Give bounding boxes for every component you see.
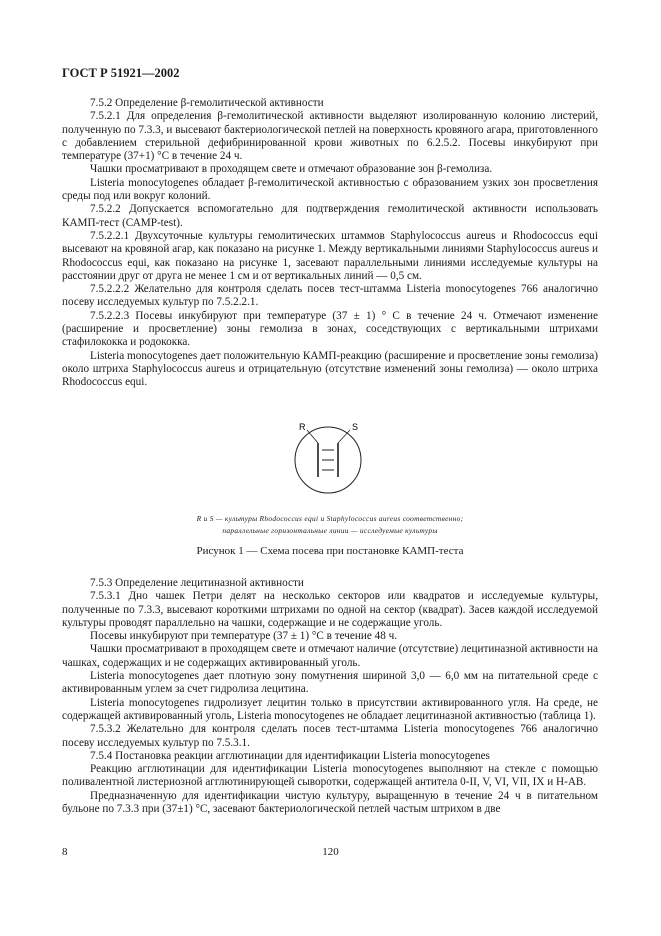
paragraph: Посевы инкубируют при температуре (37 ± 1) °С в течение 48 ч. (90, 630, 398, 643)
paragraph: 7.5.2.2.3 Посевы инкубируют при температуре (37 ± 1) ° С в течение 24 ч. Отмечают изменение (расширение и просветление) зоны гемолиза в зонах, соседствующих с вертикальными штрихами стафилококка и родококка. (62, 309, 598, 349)
paragraph: 7.5.3.1 Дно чашек Петри делят на несколько секторов или квадратов и исследуемые культуры, полученные по 7.3.3, высевают короткими штрихами по одной на сектор (квадрат). Засев каждой исследуемой культуры проводят параллельно на чашки, содержащие и не содержащие уголь. (62, 590, 598, 629)
page-number-left: 8 (62, 846, 68, 858)
paragraph: Listeria monocytogenes обладает β-гемолитической активностью с образованием узких зон просветления среды под или вокруг колоний. (62, 176, 598, 203)
paragraph: Чашки просматривают в проходящем свете и отмечают образование зон β-гемолиза. (90, 163, 493, 176)
paragraph: 7.5.3.2 Желательно для контроля сделать посев тест-штамма Listeria monocytogenes 766 аналогично посеву исследуемых культур по 7.5.3.1. (62, 723, 598, 749)
paragraph: Реакцию агглютинации для идентификации Listeria monocytogenes выполняют на стекле с помощью поливалентной листериозной агглютинирующей сыворотки, содержащей антитела 0-II, V, VI, VII, IX и Н-АВ. (62, 763, 598, 789)
section-heading: 7.5.3 Определение лецитиназной активности (90, 577, 304, 589)
legend-line-1: R и S — культуры Rhodococcus equi и Staphylococcus aureus соответственно; (196, 514, 464, 523)
leader-line-r (307, 430, 318, 443)
paragraph: Listeria monocytogenes гидролизует лецитин только в присутствии активированного угля. На среде, не содержащей активированный уголь, Listeria monocytogenes не обладает лецитиназной активностью (таблица 1). (62, 696, 598, 722)
petri-dish-diagram (62, 420, 598, 510)
paragraph: 7.5.2.2 Допускается вспомогательно для подтверждения гемолитической активности использовать КАМП-тест (САМР-test). (62, 203, 598, 229)
body-text-bottom (62, 577, 598, 816)
paragraph: 7.5.2.2.2 Желательно для контроля сделать посев тест-штамма Listeria monocytogenes 766 аналогично посеву исследуемых культур по 7.5.2.2.1. (62, 283, 598, 309)
paragraph: Чашки просматривают в проходящем свете и отмечают наличие (отсутствие) лецитиназной активности на чашках, содержащих и не содержащих активированный уголь. (62, 643, 598, 669)
page-number-center: 120 (322, 846, 339, 858)
paragraph: Listeria monocytogenes дает плотную зону помутнения шириной 3,0 — 6,0 мм на питательной среде с активированным углем за счет гидролиза лецитина. (62, 670, 598, 696)
figure-caption: Рисунок 1 — Схема посева при постановке КАМП-теста (196, 545, 464, 557)
paragraph: Предназначенную для идентификации чистую культуру, выращенную в течение 24 ч в питательном бульоне по 7.3.3 при (37±1) °С, засевают бактериологической петлей частым штрихом в две (62, 789, 598, 816)
paragraph: Listeria monocytogenes дает положительную КАМП-реакцию (расширение и просветление зоны гемолиза) около штриха Staphylococcus aureus и отрицательную (отсутствие изменений зоны гемолиза) — около штриха Rhodococcus equi. (62, 349, 598, 389)
figure-legend (62, 513, 598, 537)
body-text-top (62, 97, 598, 390)
legend-line-2: параллельные горизонтальные линии — исследуемые культуры (222, 526, 438, 535)
section-heading: 7.5.2 Определение β-гемолитической активности (90, 97, 324, 109)
leader-line-s (338, 430, 350, 443)
paragraph: 7.5.2.2.1 Двухсуточные культуры гемолитических штаммов Staphylococcus aureus и Rhodococcus equi высевают на кровяной агар, как показано на рисунке 1. Между вертикальными линиями Staphylococcus aureus и Rhodococcus equi, как показано на рисунке 1, засевают параллельными линиями исследуемые культуры на расстоянии друг от друга не менее 1 см и от вертикальных линий — 0,5 см. (62, 229, 598, 282)
label-s: S (352, 422, 359, 432)
document-header: ГОСТ Р 51921—2002 (62, 66, 180, 80)
paragraph: 7.5.2.1 Для определения β-гемолитической активности выделяют изолированную колонию листерий, полученную по 7.3.3, и высевают бактериологической петлей на поверхность кровяного агара, приготовленного с добавлением стерильной дефибринированной крови животных по 6.2.5.2. Посевы инкубируют при температуре (37+1) °С в течение 24 ч. (62, 110, 598, 163)
label-r: R (299, 422, 306, 432)
figure-1 (62, 420, 598, 570)
section-heading: 7.5.4 Постановка реакции агглютинации для идентификации Listeria monocytogenes (90, 749, 490, 762)
